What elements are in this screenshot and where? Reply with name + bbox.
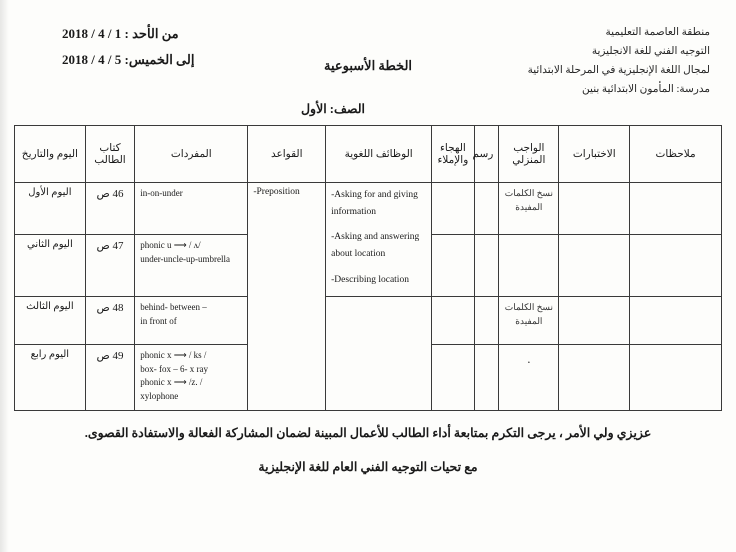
cell-tests-4 bbox=[559, 345, 630, 411]
table-header-row bbox=[15, 126, 722, 183]
cell-drawing-3 bbox=[474, 297, 499, 345]
table-row bbox=[15, 183, 722, 235]
col-notes: ملاحظات bbox=[630, 126, 722, 183]
col-homework: الواجب المنزلي bbox=[499, 126, 559, 183]
col-spelling: الهجاء والإملاء bbox=[432, 126, 474, 183]
cell-notes-4 bbox=[630, 345, 722, 411]
cell-day-1: اليوم الأول bbox=[15, 183, 86, 235]
cell-drawing-2 bbox=[474, 235, 499, 297]
col-vocabulary: المفردات bbox=[135, 126, 248, 183]
footer-note-parent: عزيزي ولي الأمر ، يرجى التكرم بمتابعة أداء الطالب للأعمال المبينة لضمان المشاركة الفعالة والاستفادة القصوى. bbox=[84, 426, 652, 440]
col-drawing: رسم bbox=[474, 126, 499, 183]
document-footer bbox=[0, 425, 736, 475]
cell-day-2: اليوم الثاني bbox=[15, 235, 86, 297]
cell-book-4: 49 ص bbox=[85, 345, 134, 411]
cell-tests-3 bbox=[559, 297, 630, 345]
cell-homework-4 bbox=[499, 345, 559, 411]
cell-vocab-3 bbox=[135, 297, 248, 345]
date-to: إلى الخميس: 5 / 4 / 2018 bbox=[62, 52, 195, 67]
cell-vocab-2 bbox=[135, 235, 248, 297]
vocab-line: phonic x ⟶ /z. / bbox=[140, 377, 203, 387]
grade-row bbox=[0, 100, 736, 118]
cell-homework-3: نسخ الكلمات المفيدة bbox=[499, 297, 559, 345]
cell-book-2: 47 ص bbox=[85, 235, 134, 297]
cell-homework-2 bbox=[499, 235, 559, 297]
col-rules: القواعد bbox=[248, 126, 326, 183]
weekly-plan-table bbox=[14, 125, 722, 411]
function-text-1: -Asking for and giving information bbox=[331, 190, 418, 217]
homework-dot-mark: . bbox=[527, 351, 531, 366]
cell-functions-2 bbox=[326, 297, 432, 411]
function-text-2: -Asking and answering about location bbox=[331, 232, 420, 259]
footer-regards: مع تحيات التوجيه الفني العام للغة الإنجليزية bbox=[258, 460, 478, 474]
cell-book-1: 46 ص bbox=[85, 183, 134, 235]
vocab-line: in front of bbox=[140, 315, 177, 326]
cell-day-4: اليوم رابع bbox=[15, 345, 86, 411]
cell-day-3: اليوم الثالث bbox=[15, 297, 86, 345]
cell-spelling-1 bbox=[432, 183, 474, 235]
weekly-plan-table-wrapper bbox=[14, 125, 722, 411]
cell-spelling-3 bbox=[432, 297, 474, 345]
col-tests: الاختبارات bbox=[559, 126, 630, 183]
col-language-functions: الوظائف اللغوية bbox=[326, 126, 432, 183]
function-text-3: -Describing location bbox=[331, 274, 409, 285]
vocab-line: under-uncle-up-umbrella bbox=[140, 253, 231, 264]
vocab-line: phonic u ⟶ / ʌ/ bbox=[140, 240, 201, 250]
cell-rules: -Preposition bbox=[248, 183, 326, 411]
page-title: الخطة الأسبوعية bbox=[323, 58, 413, 73]
cell-tests-2 bbox=[559, 235, 630, 297]
vocab-line: behind- between – bbox=[140, 302, 207, 312]
cell-homework-1: نسخ الكلمات المفيدة bbox=[499, 183, 559, 235]
org-line-3: لمجال اللغة الإنجليزية في المرحلة الابتدائية bbox=[527, 65, 710, 76]
cell-notes-3 bbox=[630, 297, 722, 345]
cell-drawing-4 bbox=[474, 345, 499, 411]
header-organization bbox=[528, 26, 710, 102]
cell-book-3: 48 ص bbox=[85, 297, 134, 345]
cell-vocab-4 bbox=[135, 345, 248, 411]
cell-tests-1 bbox=[559, 183, 630, 235]
org-line-1: منطقة العاصمة التعليمية bbox=[605, 27, 710, 38]
cell-spelling-2 bbox=[432, 235, 474, 297]
org-line-4: مدرسة: المأمون الابتدائية بنين bbox=[582, 84, 710, 95]
cell-notes-2 bbox=[630, 235, 722, 297]
cell-drawing-1 bbox=[474, 183, 499, 235]
date-from: من الأحد : 1 / 4 / 2018 bbox=[62, 26, 179, 41]
org-line-2: التوجيه الفني للغة الانجليزية bbox=[591, 46, 710, 57]
vocab-line: xylophone bbox=[140, 390, 179, 401]
table-row bbox=[15, 297, 722, 345]
col-day-date: اليوم والتاريخ bbox=[15, 126, 86, 183]
cell-spelling-4 bbox=[432, 345, 474, 411]
col-student-book: كتاب الطالب bbox=[85, 126, 134, 183]
vocab-line: box- fox – 6- x ray bbox=[140, 363, 208, 374]
cell-vocab-1: in-on-under bbox=[135, 183, 248, 235]
cell-notes-1 bbox=[630, 183, 722, 235]
cell-functions-1 bbox=[326, 183, 432, 297]
grade-label: الصف: الأول bbox=[300, 102, 366, 116]
vocab-line: phonic x ⟶ / ks / bbox=[140, 350, 207, 360]
